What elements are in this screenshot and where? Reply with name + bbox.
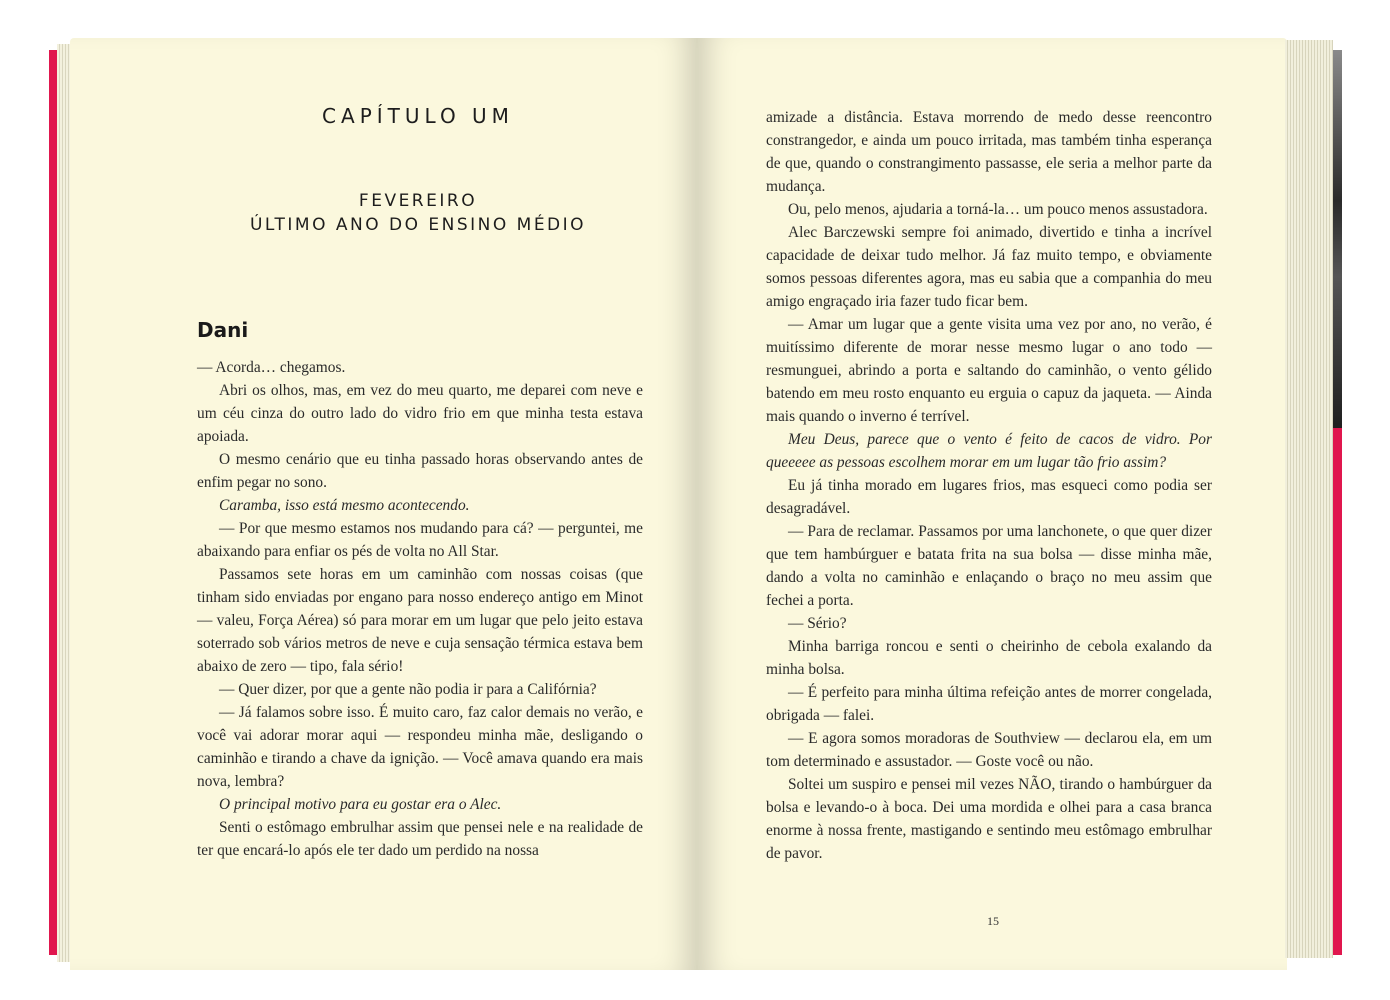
cover-edge-right-dark bbox=[1333, 50, 1342, 428]
paragraph: Soltei um suspiro e pensei mil vezes NÃO, tirando o hambúrguer da bolsa e levando-o à boca. Dei uma mordida e olhei para a casa branca enorme à nossa frente, mastigando e sentindo meu estômago embrulhar de pavor. bbox=[766, 776, 1212, 862]
paragraph: — É perfeito para minha última refeição antes de morrer congelada, obrigada — falei. bbox=[766, 684, 1212, 724]
paragraph: — Já falamos sobre isso. É muito caro, faz calor demais no verão, e você vai adorar morar aqui — respondeu minha mãe, desligando o caminhão e tirando a chave da ignição. — Você amava quando era mais nova, lembra? bbox=[197, 704, 643, 790]
paragraph: Alec Barczewski sempre foi animado, divertido e tinha a incrível capacidade de deixar tudo melhor. Já faz muito tempo, e obviamente somos pessoas diferentes agora, mas eu sabia que a companhia do meu amigo engraçado iria fazer tudo ficar bem. bbox=[766, 224, 1212, 310]
paragraph: — E agora somos moradoras de Southview — declarou ela, em um tom determinado e assustador. — Goste você ou não. bbox=[766, 730, 1212, 770]
paragraph: amizade a distância. Estava morrendo de medo desse reencontro constrangedor, e ainda um pouco irritada, mas também tinha esperança de que, quando o constrangimento passasse, ele seria a melhor parte da mudança. bbox=[766, 109, 1212, 195]
page-edges-right bbox=[1285, 40, 1333, 958]
paragraph: — Sério? bbox=[788, 615, 847, 632]
paragraph: — Quer dizer, por que a gente não podia ir para a Califórnia? bbox=[219, 681, 597, 698]
paragraph: Passamos sete horas em um caminhão com nossas coisas (que tinham sido enviadas por engano para nosso endereço antigo em Minot — valeu, Força Aérea) só para morar em um lugar que pelo jeito estava soterrado sob vários metros de neve e cuja sensação térmica estava bem abaixo de zero — tipo, fala sério! bbox=[197, 566, 643, 675]
section-heading: Dani bbox=[197, 318, 249, 342]
cover-edge-right-red bbox=[1333, 428, 1342, 955]
page-number: 15 bbox=[987, 914, 999, 928]
paragraph: — Para de reclamar. Passamos por uma lanchonete, o que quer dizer que tem hambúrguer e batata frita na sua bolsa — disse minha mãe, dando a volta no caminhão e enlaçando o braço no meu assim que fechei a porta. bbox=[766, 523, 1212, 609]
paragraph: Minha barriga roncou e senti o cheirinho de cebola exalando da minha bolsa. bbox=[766, 638, 1212, 678]
paragraph-italic: Meu Deus, parece que o vento é feito de cacos de vidro. Por queeeee as pessoas escolhem morar em um lugar tão frio assim? bbox=[766, 431, 1212, 471]
paragraph: — Por que mesmo estamos nos mudando para cá? — perguntei, me abaixando para enfiar os pés de volta no All Star. bbox=[197, 520, 643, 560]
paragraph: Ou, pelo menos, ajudaria a torná-la… um pouco menos assustadora. bbox=[788, 201, 1208, 218]
paragraph: Senti o estômago embrulhar assim que pensei nele e na realidade de ter que encará-lo após ele ter dado um perdido na nossa bbox=[197, 819, 643, 859]
paragraph: Eu já tinha morado em lugares frios, mas esqueci como podia ser desagradável. bbox=[766, 477, 1212, 517]
paragraph: — Amar um lugar que a gente visita uma vez por ano, no verão, é muitíssimo diferente de morar nesse mesmo lugar o ano todo — resmunguei, abrindo a porta e saltando do caminhão, o vento gélido batendo em meu rosto enquanto eu erguia o capuz da jaqueta. — Ainda mais quando o inverno é terrível. bbox=[766, 316, 1212, 425]
paragraph: — Acorda… chegamos. bbox=[197, 359, 346, 376]
right-page-text bbox=[766, 106, 1212, 865]
paragraph-italic: Caramba, isso está mesmo acontecendo. bbox=[219, 497, 470, 514]
left-page-text bbox=[197, 356, 643, 862]
paragraph: O mesmo cenário que eu tinha passado horas observando antes de enfim pegar no sono. bbox=[197, 451, 643, 491]
chapter-subtitle-year: ÚLTIMO ANO DO ENSINO MÉDIO bbox=[249, 215, 587, 235]
cover-edge-left bbox=[49, 50, 57, 955]
chapter-title: CAPÍTULO UM bbox=[322, 104, 514, 128]
chapter-subtitle-month: FEVEREIRO bbox=[358, 191, 478, 211]
paragraph-italic: O principal motivo para eu gostar era o Alec. bbox=[219, 796, 502, 813]
paragraph: Abri os olhos, mas, em vez do meu quarto, me deparei com neve e um céu cinza do outro lado do vidro frio em que minha testa estava apoiada. bbox=[197, 382, 643, 445]
